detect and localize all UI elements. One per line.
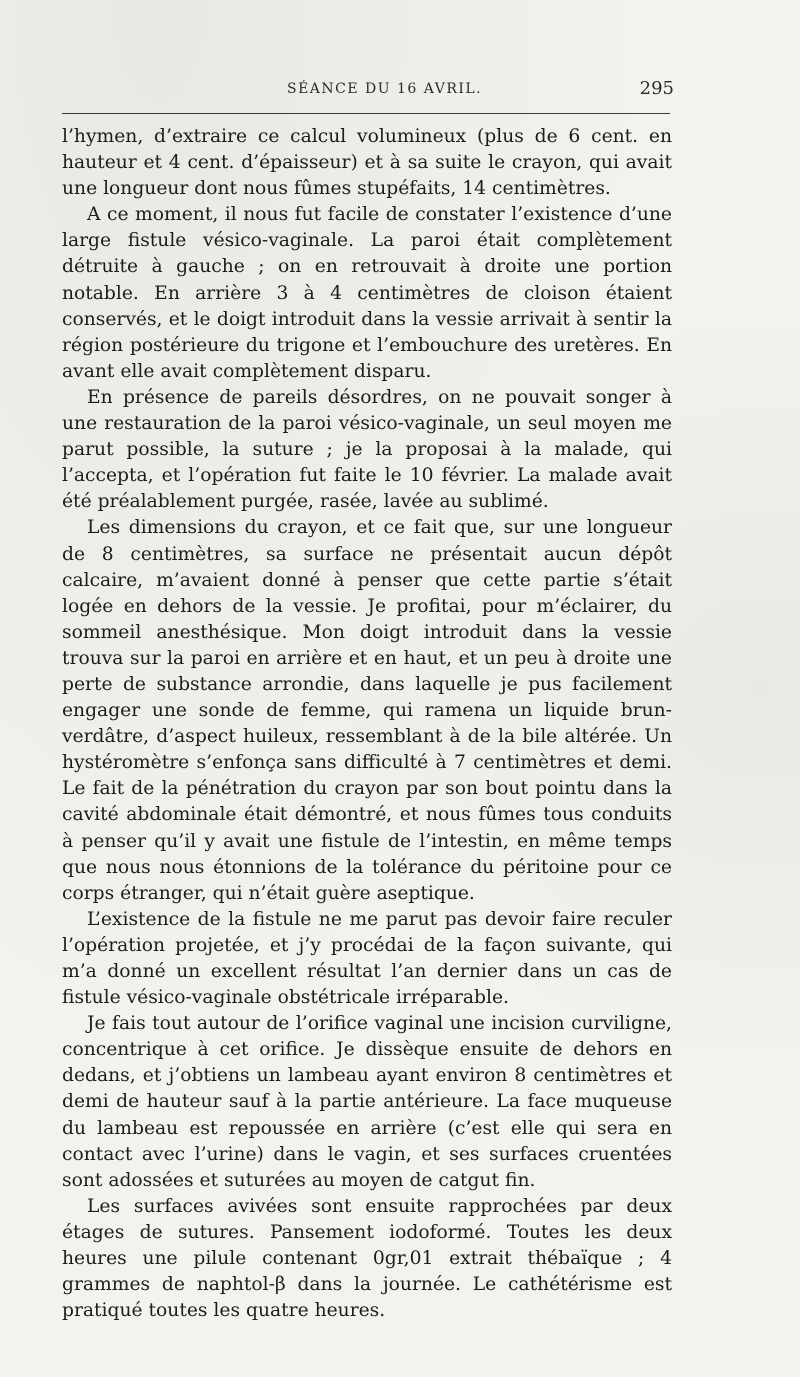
paragraph: L’existence de la fistule ne me parut pas devoir faire reculer l’opération projetée, et j’y procédai de la façon suivante, qui m’a donné un excellent résultat l’an dernier dans un cas de fistule vésico-vaginale obstétricale irréparable. [62, 908, 672, 1009]
paragraph: l’hymen, d’extraire ce calcul volumineux (plus de 6 cent. en hauteur et 4 cent. d’épaisseur) et à sa suite le crayon, qui avait une longueur dont nous fûmes stupéfaits, 14 centimètres. [62, 126, 672, 200]
body-text [62, 124, 672, 1324]
paragraph: En présence de pareils désordres, on ne pouvait songer à une restauration de la paroi vésico-vaginale, un seul moyen me parut possible, la suture ; je la proposai à la malade, qui l’accepta, et l’opération fut faite le 10 février. La malade avait été préalablement purgée, rasée, lavée au sublimé. [62, 386, 672, 513]
paragraph: Je fais tout autour de l’orifice vaginal une incision curviligne, concentrique à cet orifice. Je dissèque ensuite de dehors en dedans, et j’obtiens un lambeau ayant environ 8 centimètres et demi de hauteur sauf à la partie antérieure. La face muqueuse du lambeau est repoussée en arrière (c’est elle qui sera en contact avec l’urine) dans le vagin, et ses surfaces cruentées sont adossées et suturées au moyen de catgut fin. [62, 1013, 672, 1191]
paragraph: Les surfaces avivées sont ensuite rapprochées par deux étages de sutures. Pansement iodoformé. Toutes les deux heures une pilule contenant 0gr,01 extrait thébaïque ; 4 grammes de naphtol-β dans la journée. Le cathétérisme est pratiqué toutes les quatre heures. [62, 1195, 672, 1322]
page-number: 295 [639, 78, 674, 99]
page-header [62, 78, 674, 102]
running-head: SÉANCE DU 16 AVRIL. [287, 81, 483, 97]
paragraph: A ce moment, il nous fut facile de constater l’existence d’une large fistule vésico-vaginale. La paroi était complètement détruite à gauche ; on en retrouvait à droite une portion notable. En arrière 3 à 4 centimètres de cloison étaient conservés, et le doigt introduit dans la vessie arrivait à sentir la région postérieure du trigone et l’embouchure des uretères. En avant elle avait complètement disparu. [62, 204, 672, 382]
header-rule [62, 113, 670, 114]
paragraph: Les dimensions du crayon, et ce fait que, sur une longueur de 8 centimètres, sa surface ne présentait aucun dépôt calcaire, m’avaient donné à penser que cette partie s’était logée en dehors de la vessie. Je profitai, pour m’éclairer, du sommeil anesthésique. Mon doigt introduit dans la vessie trouva sur la paroi en arrière et en haut, et un peu à droite une perte de substance arrondie, dans laquelle je pus facilement engager une sonde de femme, qui ramena un liquide brun-verdâtre, d’aspect huileux, ressemblant à de la bile altérée. Un hystéromètre s’enfonça sans difficulté à 7 centimètres et demi. Le fait de la pénétration du crayon par son bout pointu dans la cavité abdominale était démontré, et nous fûmes tous conduits à penser qu’il y avait une fistule de l’intestin, en même temps que nous nous étonnions de la tolérance du péritoine pour ce corps étranger, qui n’était guère aseptique. [62, 517, 672, 904]
